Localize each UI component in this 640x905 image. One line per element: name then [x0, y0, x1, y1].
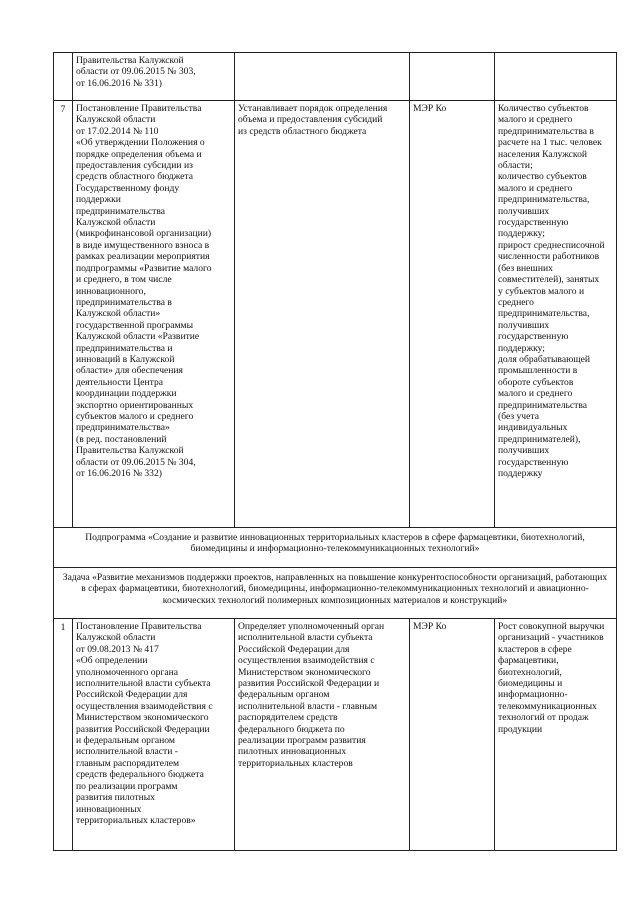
row-number-cell: 1: [54, 619, 73, 851]
indicators-cell: [495, 53, 617, 101]
legal-acts-table: [53, 52, 617, 851]
indicators-cell: Количество субъектов малого и среднего предпринимательства в расчете на 1 тыс. человек населения Калужской области; количество субъектов малого и среднего предпринимательства, получивших государственную поддержку; прирост среднесписочной численности работников (без внешних совместителей), занятых у субъектов малого и среднего предпринимательства, получивших государственную поддержку; доля обрабатывающей промышленности в обороте субъектов малого и среднего предпринимательства (без учета индивидуальных предпринимателей), получивших государственную поддержку: [495, 101, 617, 528]
row-number-cell: 7: [54, 101, 73, 528]
table-row: [54, 53, 617, 101]
legal-act-cell: Постановление Правительства Калужской области от 17.02.2014 № 110 «Об утверждении Положения о порядке определения объема и предоставления субсидии из средств областного бюджета Государственному фонду поддержки предпринимательства Калужской области (микрофинансовой организации) в виде имущественного взноса в рамках реализации мероприятия подпрограммы «Развитие малого и среднего, в том числе инновационного, предпринимательства в Калужской области» государственной программы Калужской области «Развитие предпринимательства и инноваций в Калужской области» для обеспечения деятельности Центра координации поддержки экспортно ориентированных субъектов малого и среднего предпринимательства» (в ред. постановлений Правительства Калужской области от 09.06.2015 № 304, от 16.06.2016 № 332): [73, 101, 235, 528]
indicators-cell: Рост совокупной выручки организаций - участников кластеров в сфере фармацевтики, биотехнологий, биомедицины и информационно- телекоммуникационных технологий от продаж продукции: [495, 619, 617, 851]
legal-act-cell: Правительства Калужской области от 09.06.2015 № 303, от 16.06.2016 № 331): [73, 53, 235, 101]
executor-cell: МЭР Ко: [410, 619, 495, 851]
purpose-cell: Устанавливает порядок определения объема и предоставления субсидий из средств областного бюджета: [235, 101, 410, 528]
executor-cell: МЭР Ко: [410, 101, 495, 528]
table-row: [54, 619, 617, 851]
purpose-cell: Определяет уполномоченный орган исполнительной власти субъекта Российской Федерации для осуществления взаимодействия с Министерством экономического развития Российской Федерации и федеральным органом исполнительной власти - главным распорядителем средств федерального бюджета по реализации программ развития пилотных инновационных территориальных кластеров: [235, 619, 410, 851]
table-row: [54, 101, 617, 528]
subprogram-heading: Подпрограмма «Создание и развитие инновационных территориальных кластеров в сфере фармацевтики, биотехнологий, биомедицины и информационно-телекоммуникационных технологий»: [54, 528, 617, 568]
task-heading: Задача «Развитие механизмов поддержки проектов, направленных на повышение конкурентоспособности организаций, работающих в сферах фармацевтики, биотехнологий, биомедицины, информационно-телекоммуникационных технологий и авиационно-космических технологий полимерных композиционных материалов и конструкций»: [54, 568, 617, 619]
legal-act-cell: Постановление Правительства Калужской области от 09.08.2013 № 417 «Об определении уполномоченного органа исполнительной власти субъекта Российской Федерации для осуществления взаимодействия с Министерством экономического развития Российской Федерации и федеральным органом исполнительной власти - главным распорядителем средств федерального бюджета по реализации программ развития пилотных инновационных территориальных кластеров»: [73, 619, 235, 851]
section-row: [54, 528, 617, 568]
section-row: [54, 568, 617, 619]
row-number-cell: [54, 53, 73, 101]
purpose-cell: [235, 53, 410, 101]
executor-cell: [410, 53, 495, 101]
